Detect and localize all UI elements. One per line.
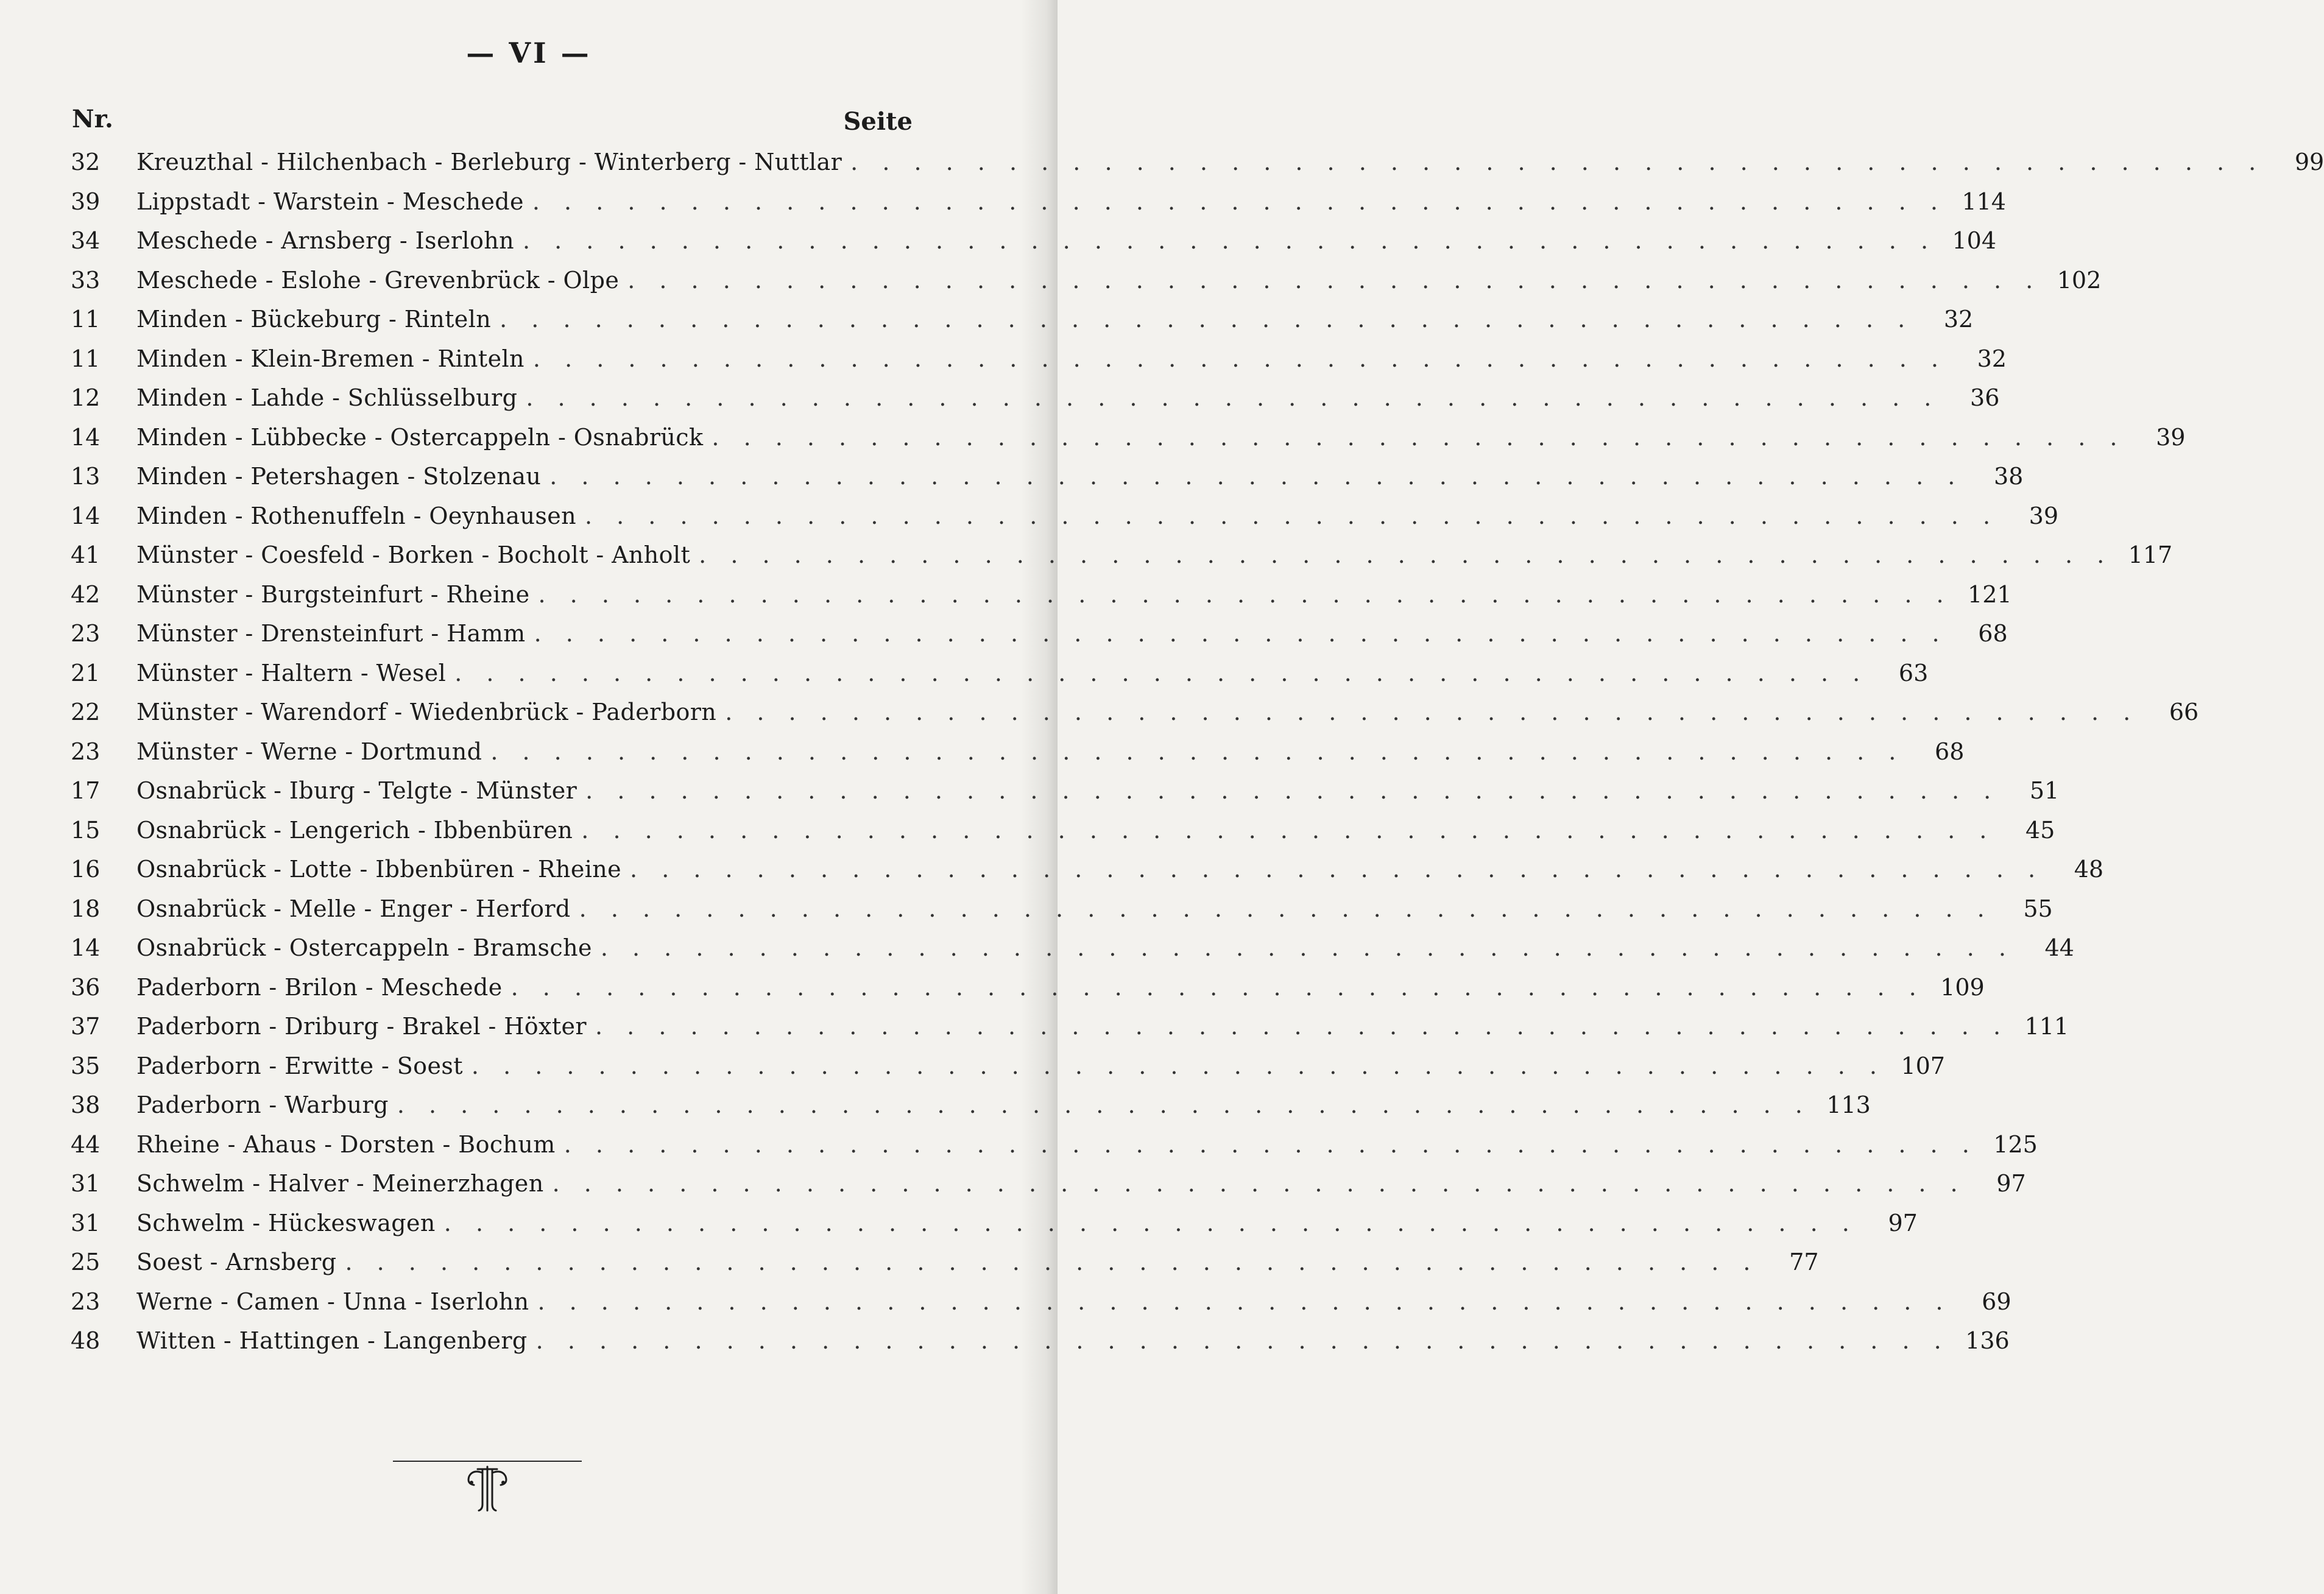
list-item xyxy=(67,732,1965,772)
entry-page: 45 xyxy=(2025,816,2055,844)
entry-page: 39 xyxy=(2156,423,2186,451)
dot-leader: . . . . . . . . . . . . . . . . . . . . . . . . . . . . . . . . . . . . . . . . . . . . . xyxy=(490,738,1905,765)
entry-page: 104 xyxy=(1952,227,1997,254)
dot-leader: . . . . . . . . . . . . . . . . . . . . . . . . . . . . . . . . . . . . . . . . . . . . . xyxy=(584,502,1999,529)
entry-page: 97 xyxy=(1888,1209,1918,1236)
entry-route: Soest - Arnsberg xyxy=(136,1249,337,1275)
entry-page: 32 xyxy=(1943,306,1974,333)
dot-leader: . . . . . . . . . . . . . . . . . . . . . . . . . . . . . . . . . . . . . . . . . . . . . xyxy=(397,1091,1811,1118)
entry-page: 113 xyxy=(1826,1091,1871,1118)
list-item xyxy=(67,928,2074,968)
entry-number: 35 xyxy=(71,1052,101,1079)
entry-number: 21 xyxy=(71,659,101,686)
entry-number: 22 xyxy=(71,699,101,725)
entry-page: 68 xyxy=(1935,738,1965,765)
entry-page: 63 xyxy=(1898,659,1929,686)
entry-number: 16 xyxy=(71,856,101,883)
entry-page: 48 xyxy=(2074,856,2104,883)
entry-route: Meschede - Eslohe - Grevenbrück - Olpe xyxy=(136,266,620,294)
list-item xyxy=(67,1007,2069,1046)
dot-leader: . . . . . . . . . . . . . . . . . . . . . . . . . . . . . . . . . . . . . . . . . . . . . xyxy=(630,856,2044,883)
entry-number: 41 xyxy=(71,541,101,568)
dot-leader: . . . . . . . . . . . . . . . . . . . . . . . . . . . . . . . . . . . . . . . . . . . . . xyxy=(725,699,2139,725)
entry-number: 48 xyxy=(71,1327,101,1354)
list-item xyxy=(67,1164,2026,1204)
entry-route: Münster - Werne - Dortmund xyxy=(136,738,482,765)
list-item xyxy=(67,261,2102,300)
entry-number: 39 xyxy=(71,188,101,215)
dot-leader: . . . . . . . . . . . . . . . . . . . . . . . . . . . . . . . . . . . . . . . . . . . . . xyxy=(537,1288,1952,1315)
entry-page: 136 xyxy=(1965,1327,2010,1354)
entry-route: Schwelm - Hückeswagen xyxy=(136,1209,436,1236)
entry-number: 11 xyxy=(71,306,101,333)
dot-leader: . . . . . . . . . . . . . . . . . . . . . . . . . . . . . . . . . . . . . . . . . . . . . xyxy=(500,306,1914,333)
entry-number: 33 xyxy=(71,266,101,294)
entry-page: 32 xyxy=(1977,345,2007,372)
entry-route: Paderborn - Brilon - Meschede xyxy=(136,973,503,1001)
entry-route: Schwelm - Halver - Meinerzhagen xyxy=(136,1170,544,1197)
entry-route: Osnabrück - Melle - Enger - Herford xyxy=(136,895,571,922)
entry-route: Meschede - Arnsberg - Iserlohn xyxy=(136,227,514,254)
entry-page: 38 xyxy=(1993,463,2024,490)
entry-route: Osnabrück - Lengerich - Ibbenbüren xyxy=(136,816,573,844)
entry-route: Werne - Camen - Unna - Iserlohn xyxy=(136,1288,529,1315)
entry-number: 14 xyxy=(71,934,101,961)
page-number: — VI — xyxy=(466,37,592,69)
entry-route: Osnabrück - Ostercappeln - Bramsche xyxy=(136,934,592,961)
dot-leader: . . . . . . . . . . . . . . . . . . . . . . . . . . . . . . . . . . . . . . . . . . . . . xyxy=(552,1170,1966,1197)
entry-page: 111 xyxy=(2024,1013,2069,1040)
entry-page: 55 xyxy=(2023,895,2053,922)
entry-route: Lippstadt - Warstein - Meschede xyxy=(136,188,524,215)
entry-route: Minden - Lahde - Schlüsselburg xyxy=(136,384,518,411)
entry-number: 18 xyxy=(71,895,101,922)
list-item xyxy=(67,1046,1945,1086)
list-item xyxy=(67,496,2059,536)
list-item xyxy=(67,378,2000,418)
list-item xyxy=(67,1085,1871,1125)
list-item xyxy=(67,614,2008,654)
list-item xyxy=(67,811,2055,850)
entry-route: Münster - Warendorf - Wiedenbrück - Paderborn xyxy=(136,699,717,725)
entry-number: 23 xyxy=(71,738,101,765)
entry-number: 25 xyxy=(71,1249,101,1275)
entry-number: 42 xyxy=(71,580,101,608)
dot-leader: . . . . . . . . . . . . . . . . . . . . . . . . . . . . . . . . . . . . . . . . . . . . . xyxy=(538,580,1952,608)
entry-number: 14 xyxy=(71,423,101,451)
entry-page: 109 xyxy=(1940,973,1985,1001)
dot-leader: . . . . . . . . . . . . . . . . . . . . . . . . . . . . . . . . . . . . . . . . . . . . . xyxy=(454,659,1869,686)
dot-leader: . . . . . . . . . . . . . . . . . . . . . . . . . . . . . . . . . . . . . . . . . . . . . xyxy=(549,463,1964,490)
dot-leader: . . . . . . . . . . . . . . . . . . . . . . . . . . . . . . . . . . . . . . . . . . . . . xyxy=(345,1249,1759,1275)
entry-route: Minden - Petershagen - Stolzenau xyxy=(136,463,542,490)
entry-number: 23 xyxy=(71,1288,101,1315)
list-item xyxy=(67,850,2104,889)
dot-leader: . . . . . . . . . . . . . . . . . . . . . . . . . . . . . . . . . . . . . . . . . . . . . xyxy=(600,934,2015,961)
entry-number: 38 xyxy=(71,1091,101,1118)
entry-page: 51 xyxy=(2029,777,2060,804)
route-index-list xyxy=(67,143,2324,1361)
entry-route: Paderborn - Erwitte - Soest xyxy=(136,1052,463,1079)
list-item xyxy=(67,1282,2011,1322)
entry-route: Münster - Drensteinfurt - Hamm xyxy=(136,620,526,647)
dot-leader: . . . . . . . . . . . . . . . . . . . . . . . . . . . . . . . . . . . . . . . . . . . . . xyxy=(585,777,2000,804)
entry-number: 31 xyxy=(71,1209,101,1236)
list-item xyxy=(67,300,1974,339)
column-header-seite: Seite xyxy=(843,107,913,136)
entry-route: Osnabrück - Iburg - Telgte - Münster xyxy=(136,777,577,804)
entry-page: 99 xyxy=(2294,149,2324,175)
dot-leader: . . . . . . . . . . . . . . . . . . . . . . . . . . . . . . . . . . . . . . . . . . . . . xyxy=(579,895,1993,922)
entry-number: 23 xyxy=(71,620,101,647)
entry-page: 97 xyxy=(1996,1170,2026,1197)
list-item xyxy=(67,575,2012,615)
closing-rule xyxy=(393,1461,582,1462)
dot-leader: . . . . . . . . . . . . . . . . . . . . . . . . . . . . . . . . . . . . . . . . . . . . . xyxy=(563,1130,1978,1158)
entry-number: 12 xyxy=(71,384,101,411)
fleuron-icon xyxy=(464,1464,510,1513)
list-item xyxy=(67,1243,1819,1282)
list-item xyxy=(67,1125,2038,1165)
dot-leader: . . . . . . . . . . . . . . . . . . . . . . . . . . . . . . . . . . . . . . . . . . . . . xyxy=(850,149,2265,175)
dot-leader: . . . . . . . . . . . . . . . . . . . . . . . . . . . . . . . . . . . . . . . . . . . . . xyxy=(526,384,1940,411)
entry-page: 66 xyxy=(2169,699,2199,725)
entry-page: 125 xyxy=(1993,1130,2038,1158)
entry-page: 68 xyxy=(1978,620,2008,647)
entry-page: 36 xyxy=(1970,384,2000,411)
entry-number: 36 xyxy=(71,973,101,1001)
list-item xyxy=(67,339,2007,379)
dot-leader: . . . . . . . . . . . . . . . . . . . . . . . . . . . . . . . . . . . . . . . . . . . . . xyxy=(443,1209,1858,1236)
list-item xyxy=(67,418,2186,457)
dot-leader: . . . . . . . . . . . . . . . . . . . . . . . . . . . . . . . . . . . . . . . . . . . . . xyxy=(535,1327,1950,1354)
entry-route: Minden - Klein-Bremen - Rinteln xyxy=(136,345,524,372)
entry-route: Kreuzthal - Hilchenbach - Berleburg - Winterberg - Nuttlar xyxy=(136,149,842,175)
dot-leader: . . . . . . . . . . . . . . . . . . . . . . . . . . . . . . . . . . . . . . . . . . . . . xyxy=(532,345,1947,372)
column-header-nr: Nr. xyxy=(72,105,113,133)
dot-leader: . . . . . . . . . . . . . . . . . . . . . . . . . . . . . . . . . . . . . . . . . . . . . xyxy=(699,541,2113,568)
dot-leader: . . . . . . . . . . . . . . . . . . . . . . . . . . . . . . . . . . . . . . . . . . . . . xyxy=(595,1013,2010,1040)
entry-number: 13 xyxy=(71,463,101,490)
entry-route: Minden - Bückeburg - Rinteln xyxy=(136,306,492,333)
entry-number: 11 xyxy=(71,345,101,372)
entry-route: Witten - Hattingen - Langenberg xyxy=(136,1327,528,1354)
entry-page: 77 xyxy=(1789,1249,1819,1275)
dot-leader: . . . . . . . . . . . . . . . . . . . . . . . . . . . . . . . . . . . . . . . . . . . . . xyxy=(712,423,2126,451)
list-item xyxy=(67,889,2053,929)
entry-number: 34 xyxy=(71,227,101,254)
entry-route: Paderborn - Driburg - Brakel - Höxter xyxy=(136,1013,587,1040)
entry-route: Minden - Lübbecke - Ostercappeln - Osnabrück xyxy=(136,423,704,451)
entry-page: 39 xyxy=(2029,502,2059,529)
entry-number: 44 xyxy=(71,1130,101,1158)
entry-page: 69 xyxy=(1982,1288,2011,1315)
dot-leader: . . . . . . . . . . . . . . . . . . . . . . . . . . . . . . . . . . . . . . . . . . . . . xyxy=(534,620,1948,647)
list-item xyxy=(67,1204,1918,1243)
list-item xyxy=(67,535,2173,575)
dot-leader: . . . . . . . . . . . . . . . . . . . . . . . . . . . . . . . . . . . . . . . . . . . . . xyxy=(581,816,1996,844)
entry-route: Münster - Haltern - Wesel xyxy=(136,659,447,686)
dot-leader: . . . . . . . . . . . . . . . . . . . . . . . . . . . . . . . . . . . . . . . . . . . . . xyxy=(471,1052,1885,1079)
entry-page: 114 xyxy=(1962,188,2006,215)
list-item xyxy=(67,182,2006,222)
entry-page: 44 xyxy=(2044,934,2074,961)
entry-route: Paderborn - Warburg xyxy=(136,1091,389,1118)
entry-number: 31 xyxy=(71,1170,101,1197)
entry-route: Münster - Burgsteinfurt - Rheine xyxy=(136,580,530,608)
dot-leader: . . . . . . . . . . . . . . . . . . . . . . . . . . . . . . . . . . . . . . . . . . . . . xyxy=(522,227,1937,254)
list-item xyxy=(67,1321,2010,1361)
list-item xyxy=(67,771,2060,811)
dot-leader: . . . . . . . . . . . . . . . . . . . . . . . . . . . . . . . . . . . . . . . . . . . . . xyxy=(627,266,2042,294)
entry-route: Minden - Rothenuffeln - Oeynhausen xyxy=(136,502,576,529)
entry-page: 107 xyxy=(1901,1052,1945,1079)
entry-route: Rheine - Ahaus - Dorsten - Bochum xyxy=(136,1130,556,1158)
entry-route: Münster - Coesfeld - Borken - Bocholt - Anholt xyxy=(136,541,691,568)
list-item xyxy=(67,457,2024,496)
dot-leader: . . . . . . . . . . . . . . . . . . . . . . . . . . . . . . . . . . . . . . . . . . . . . xyxy=(532,188,1946,215)
entry-route: Osnabrück - Lotte - Ibbenbüren - Rheine xyxy=(136,856,622,883)
list-item xyxy=(67,693,2199,732)
entry-number: 14 xyxy=(71,502,101,529)
list-item xyxy=(67,143,2324,182)
entry-page: 121 xyxy=(1968,580,2012,608)
list-item xyxy=(67,654,1929,693)
entry-number: 17 xyxy=(71,777,101,804)
list-item xyxy=(67,221,1997,261)
entry-page: 117 xyxy=(2128,541,2173,568)
entry-number: 15 xyxy=(71,816,101,844)
entry-number: 37 xyxy=(71,1013,101,1040)
dot-leader: . . . . . . . . . . . . . . . . . . . . . . . . . . . . . . . . . . . . . . . . . . . . . xyxy=(510,973,1925,1001)
entry-number: 32 xyxy=(71,149,101,175)
entry-page: 102 xyxy=(2057,266,2102,294)
list-item xyxy=(67,968,1985,1007)
